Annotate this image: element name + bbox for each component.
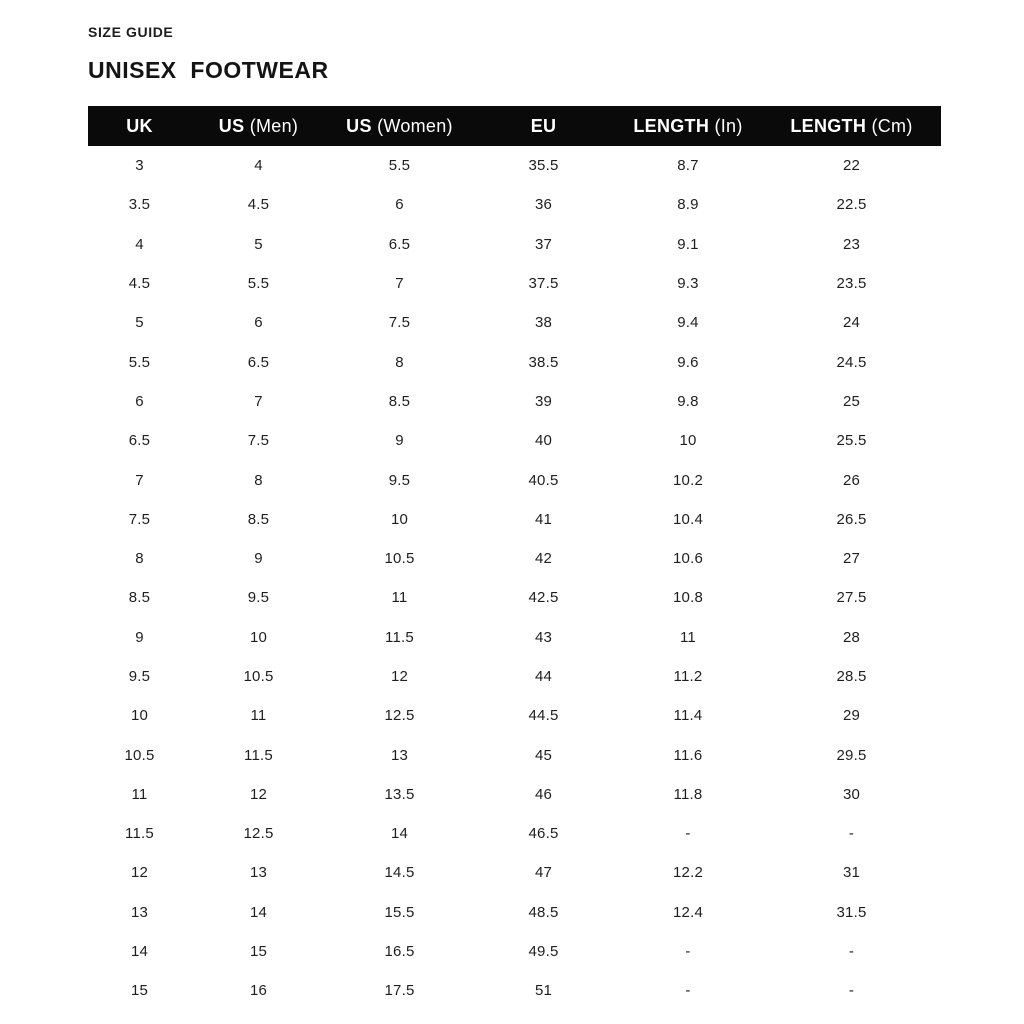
- table-row: [88, 421, 941, 460]
- table-cell: 10.5: [243, 668, 274, 685]
- table-cell: 4: [135, 235, 144, 253]
- table-cell: 15: [130, 982, 149, 1000]
- table-cell: 10: [679, 432, 697, 450]
- table-cell: 11: [250, 707, 267, 725]
- table-cell: -: [848, 825, 855, 843]
- column-header-length-in: LENGTH (In): [633, 115, 743, 136]
- table-cell: 31.5: [836, 903, 867, 921]
- table-row: [88, 932, 941, 971]
- table-cell: 8: [395, 353, 404, 371]
- table-cell: 4: [254, 157, 263, 175]
- table-cell: 9.5: [128, 668, 151, 685]
- table-row: [88, 500, 941, 539]
- size-table-body: [88, 146, 941, 1011]
- table-cell: 27: [842, 550, 861, 568]
- table-cell: 9.4: [677, 314, 699, 332]
- table-cell: 11.5: [125, 825, 154, 843]
- table-cell: -: [685, 825, 691, 843]
- table-cell: 23: [842, 235, 861, 253]
- table-cell: 44.5: [528, 707, 559, 725]
- table-cell: 10.6: [673, 550, 703, 568]
- table-cell: 22.5: [836, 196, 867, 214]
- table-row: [88, 657, 941, 696]
- table-row: [88, 342, 941, 381]
- table-cell: 9.5: [247, 589, 270, 607]
- table-cell: 9.3: [677, 275, 699, 293]
- table-cell: 14: [130, 943, 149, 961]
- table-cell: 46: [534, 785, 553, 803]
- table-cell: 14: [390, 825, 409, 843]
- table-cell: 12: [390, 668, 409, 685]
- table-cell: 15.5: [384, 903, 415, 921]
- table-cell: 26: [842, 471, 861, 489]
- table-cell: 25.5: [836, 432, 867, 450]
- table-cell: 8.5: [128, 589, 151, 607]
- table-cell: 11: [680, 628, 696, 646]
- table-cell: 10: [390, 510, 409, 528]
- table-cell: 41: [534, 510, 553, 528]
- table-cell: 13: [390, 746, 409, 764]
- table-cell: 11: [391, 589, 408, 607]
- table-cell: 30: [842, 785, 861, 803]
- table-cell: 7: [254, 392, 263, 410]
- table-cell: 43: [534, 628, 553, 646]
- table-cell: 7.5: [128, 510, 151, 528]
- table-cell: 17.5: [384, 982, 415, 1000]
- table-cell: 8.5: [388, 392, 411, 410]
- table-cell: 12: [130, 864, 149, 882]
- table-cell: 6.5: [128, 432, 151, 450]
- table-cell: 42.5: [528, 589, 559, 607]
- header-row: [88, 106, 941, 146]
- table-cell: 23.5: [836, 275, 867, 293]
- table-cell: 39: [534, 392, 553, 410]
- table-cell: 7: [135, 471, 144, 489]
- table-cell: 6: [135, 392, 144, 410]
- table-cell: 37: [534, 235, 553, 253]
- table-cell: 5.5: [128, 353, 151, 371]
- table-cell: 7.5: [388, 314, 411, 332]
- table-cell: 10.2: [673, 471, 703, 489]
- table-cell: 11.5: [385, 628, 414, 646]
- table-cell: 24.5: [836, 353, 867, 371]
- table-cell: 48.5: [528, 903, 559, 921]
- table-cell: 16.5: [384, 943, 415, 961]
- table-cell: 12.5: [384, 707, 415, 725]
- table-row: [88, 303, 941, 342]
- table-cell: -: [685, 943, 691, 961]
- table-cell: 4.5: [247, 196, 270, 214]
- table-row: [88, 696, 941, 735]
- table-cell: 11.4: [673, 707, 703, 725]
- table-row: [88, 460, 941, 499]
- table-cell: 28: [842, 628, 861, 646]
- table-cell: 8: [135, 550, 144, 568]
- page-title: UNISEX FOOTWEAR: [88, 57, 329, 83]
- table-cell: 16: [249, 982, 268, 1000]
- table-cell: 6: [254, 314, 263, 332]
- column-header-length-cm: LENGTH (Cm): [790, 115, 913, 136]
- table-row: [88, 264, 941, 303]
- table-row: [88, 893, 941, 932]
- table-cell: 51: [534, 982, 553, 1000]
- table-cell: 6.5: [247, 353, 270, 371]
- table-cell: 46.5: [528, 825, 559, 843]
- table-cell: 14.5: [384, 864, 415, 882]
- table-cell: 38.5: [528, 353, 559, 371]
- table-cell: 44: [534, 668, 553, 685]
- table-cell: 10.5: [124, 746, 155, 764]
- table-cell: 10.4: [673, 510, 703, 528]
- table-cell: 7.5: [247, 432, 270, 450]
- column-header-us-men: US (Men): [218, 115, 299, 136]
- size-table-header: [88, 106, 941, 146]
- table-cell: 4.5: [128, 275, 151, 293]
- table-cell: 5.5: [247, 275, 270, 293]
- table-cell: 12.4: [673, 903, 703, 921]
- table-cell: 45: [534, 746, 553, 764]
- table-row: [88, 225, 941, 264]
- table-cell: 12.2: [673, 864, 703, 882]
- table-cell: 11.6: [673, 746, 703, 764]
- table-cell: 42: [534, 550, 553, 568]
- table-cell: 9: [254, 550, 263, 568]
- table-cell: 9.6: [677, 353, 699, 371]
- table-cell: -: [848, 982, 855, 1000]
- table-cell: 27.5: [836, 589, 867, 607]
- table-cell: 25: [842, 392, 861, 410]
- table-cell: 49.5: [528, 943, 559, 961]
- table-cell: 8.5: [247, 510, 270, 528]
- table-cell: 12: [249, 785, 268, 803]
- table-cell: 13: [249, 864, 268, 882]
- table-cell: -: [685, 982, 691, 1000]
- size-guide-label: SIZE GUIDE: [88, 24, 174, 40]
- column-header-us-women: US (Women): [346, 115, 453, 136]
- table-row: [88, 814, 941, 853]
- table-cell: 11.2: [673, 668, 703, 685]
- table-row: [88, 382, 941, 421]
- table-cell: 11.5: [244, 746, 273, 764]
- table-cell: 15: [249, 943, 268, 961]
- table-cell: 5.5: [388, 157, 411, 175]
- table-cell: 11: [131, 785, 148, 803]
- table-cell: 8: [254, 471, 263, 489]
- table-row: [88, 971, 941, 1010]
- table-row: [88, 775, 941, 814]
- table-cell: 47: [534, 864, 553, 882]
- table-cell: 10: [249, 628, 268, 646]
- table-cell: 9.5: [388, 471, 411, 489]
- column-header-uk: UK: [126, 115, 153, 136]
- table-row: [88, 853, 941, 892]
- table-cell: 8.9: [677, 196, 699, 214]
- table-cell: 29: [842, 707, 861, 725]
- table-cell: 3.5: [128, 196, 151, 214]
- table-row: [88, 185, 941, 224]
- table-cell: 12.5: [243, 825, 274, 843]
- table-cell: 35.5: [528, 157, 559, 175]
- table-cell: 36: [534, 196, 553, 214]
- table-cell: 5: [254, 235, 263, 253]
- table-cell: 14: [249, 903, 268, 921]
- table-cell: 6.5: [388, 235, 411, 253]
- table-cell: 24: [842, 314, 861, 332]
- table-cell: 31: [842, 864, 861, 882]
- table-cell: 9: [135, 628, 144, 646]
- column-header-eu: EU: [530, 115, 557, 136]
- table-cell: 9: [395, 432, 404, 450]
- table-cell: 9.1: [677, 235, 699, 253]
- table-cell: 38: [534, 314, 553, 332]
- table-cell: 28.5: [836, 668, 867, 685]
- table-row: [88, 578, 941, 617]
- table-cell: 40: [534, 432, 553, 450]
- size-conversion-table: [88, 106, 941, 1011]
- table-cell: 11.8: [673, 785, 703, 803]
- table-row: [88, 146, 941, 185]
- table-cell: 9.8: [677, 392, 699, 410]
- table-row: [88, 618, 941, 657]
- table-cell: 10.8: [673, 589, 703, 607]
- table-cell: 10: [130, 707, 149, 725]
- table-cell: 7: [395, 275, 404, 293]
- table-cell: 3: [135, 157, 144, 175]
- table-cell: 6: [395, 196, 404, 214]
- table-cell: 13.5: [384, 785, 415, 803]
- table-cell: -: [848, 943, 855, 961]
- table-cell: 5: [135, 314, 144, 332]
- table-cell: 8.7: [677, 157, 699, 175]
- table-cell: 13: [130, 903, 149, 921]
- table-cell: 29.5: [836, 746, 867, 764]
- table-row: [88, 735, 941, 774]
- table-cell: 37.5: [528, 275, 559, 293]
- table-cell: 22: [842, 157, 861, 175]
- table-row: [88, 539, 941, 578]
- table-cell: 40.5: [528, 471, 559, 489]
- table-cell: 26.5: [836, 510, 867, 528]
- table-cell: 10.5: [384, 550, 415, 568]
